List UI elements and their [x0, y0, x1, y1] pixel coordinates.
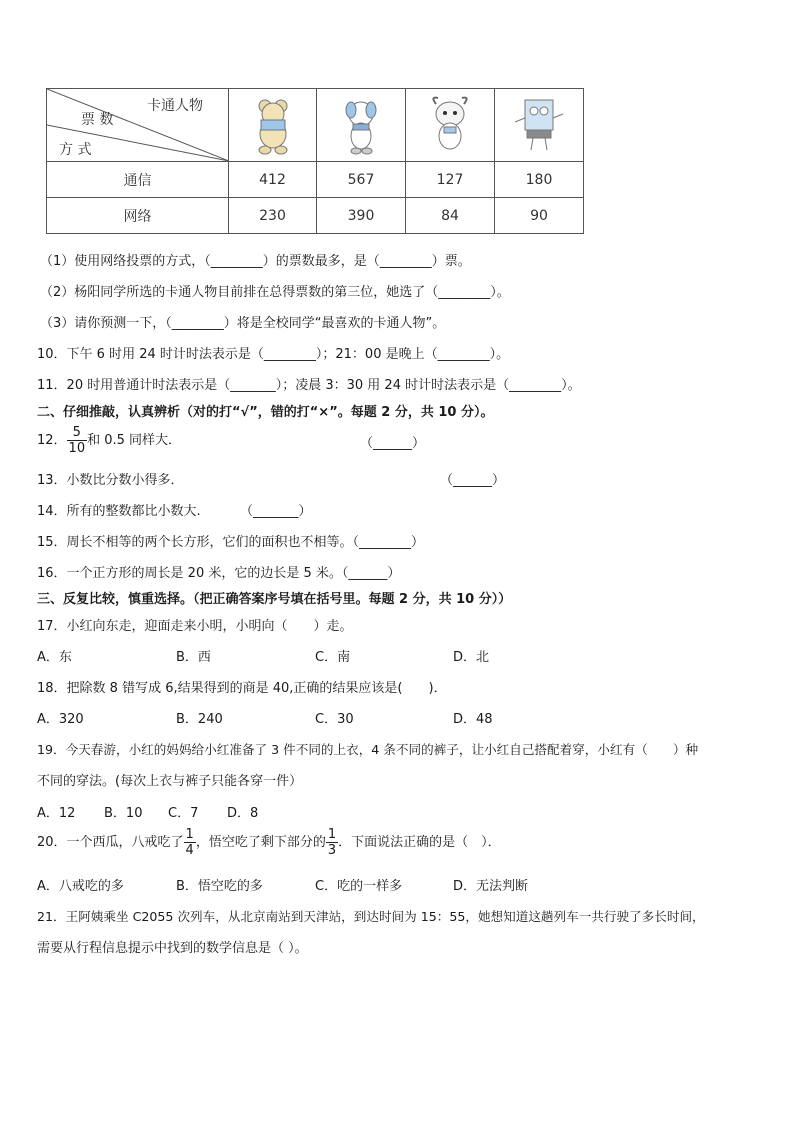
question-14: 14．所有的整数都比小数大.	[37, 504, 201, 519]
q12-text: 和 0.5 同样大．	[87, 433, 182, 448]
q18-option-b[interactable]: B．240	[176, 712, 223, 727]
q20-option-a[interactable]: A．八戒吃的多	[37, 879, 124, 894]
cell-value: 90	[495, 198, 584, 234]
q12-prefix: 12．	[37, 433, 67, 448]
fraction-denominator: 10	[68, 441, 86, 456]
table-row	[47, 198, 584, 234]
q18-option-d[interactable]: D．48	[453, 712, 493, 727]
header-votes: 票 数	[81, 112, 114, 128]
q19-option-c[interactable]: C．7	[168, 806, 199, 821]
cell-value: 84	[406, 198, 495, 234]
section-2-heading: 二、仔细推敲，认真辨析（对的打“√”，错的打“×”。每题 2 分，共 10 分）。	[37, 405, 494, 420]
q17-option-b[interactable]: B．西	[176, 650, 211, 665]
question-21-line1: 21．王阿姨乘坐 C2055 次列车，从北京南站到天津站，到达时间为 15：55，她想知道这趟列车一共行驶了多长时间，	[37, 909, 705, 924]
section-3-heading: 三、反复比较，慎重选择。（把正确答案序号填在括号里。每题 2 分，共 10 分））	[37, 592, 512, 607]
goat-icon	[406, 89, 495, 162]
question-20	[37, 827, 501, 858]
question-13: 13．小数比分数小得多．	[37, 473, 184, 488]
question-19-line1: 19．今天春游，小红的妈妈给小红准备了 3 件不同的上衣，4 条不同的裤子，让小红自己搭配着穿，小红有（ ）种	[37, 742, 699, 757]
question-15: 15．周长不相等的两个长方形，它们的面积也不相等。（________）	[37, 535, 425, 550]
q17-option-d[interactable]: D．北	[453, 650, 490, 665]
question-11: 11．20 时用普通计时法表示是（_______）；凌晨 3：30 用 24 时计时法表示是（________）。	[37, 378, 581, 393]
fraction-denominator: 4	[185, 843, 194, 858]
q9-sub1: （1）使用网络投票的方式，（________）的票数最多，是（________）票。	[40, 254, 471, 269]
table-row	[47, 162, 584, 198]
header-method: 方 式	[59, 142, 92, 158]
cell-value: 390	[317, 198, 406, 234]
question-21-line2: 需要从行程信息提示中找到的数学信息是（ ）。	[37, 941, 308, 956]
vote-table	[46, 88, 583, 232]
cell-value: 180	[495, 162, 584, 198]
fraction-numerator: 1	[327, 827, 337, 842]
fraction-denominator: 3	[327, 843, 337, 858]
question-18: 18．把除数 8 错写成 6,结果得到的商是 40,正确的结果应该是( )．	[37, 681, 447, 696]
fraction-numerator: 5	[67, 425, 88, 441]
q19-option-d[interactable]: D．8	[227, 806, 259, 821]
fraction	[184, 827, 196, 858]
q20-option-c[interactable]: C．吃的一样多	[315, 879, 403, 894]
question-16: 16．一个正方形的周长是 20 米，它的边长是 5 米。（______）	[37, 566, 401, 581]
question-19-line2: 不同的穿法。(每次上衣与裤子只能各穿一件）	[37, 774, 303, 789]
q17-option-a[interactable]: A．东	[37, 650, 72, 665]
fraction-numerator: 1	[185, 827, 194, 842]
q20-option-d[interactable]: D．无法判断	[453, 879, 529, 894]
q20-part2: ，悟空吃了剩下部分的	[195, 835, 326, 850]
bear-icon	[229, 89, 317, 162]
header-characters: 卡通人物	[147, 98, 203, 114]
q18-option-a[interactable]: A．320	[37, 712, 84, 727]
q17-option-c[interactable]: C．南	[315, 650, 351, 665]
sponge-icon	[495, 89, 584, 162]
q20-part3: ．下面说法正确的是（ ）．	[338, 835, 501, 850]
cell-value: 412	[229, 162, 317, 198]
q12-answer-blank[interactable]: （______）	[360, 436, 426, 451]
q14-answer-blank[interactable]: （_______）	[240, 504, 312, 519]
row-label: 通信	[47, 162, 229, 198]
row-label: 网络	[47, 198, 229, 234]
question-10: 10．下午 6 时用 24 时计时法表示是（________）；21：00 是晚上（________）。	[37, 347, 510, 362]
q13-answer-blank[interactable]: （______）	[440, 473, 506, 488]
q19-option-b[interactable]: B．10	[104, 806, 143, 821]
cell-value: 567	[317, 162, 406, 198]
question-12	[37, 425, 181, 456]
q9-sub2: （2）杨阳同学所选的卡通人物目前排在总得票数的第三位，她选了（________）。	[40, 285, 510, 300]
q18-option-c[interactable]: C．30	[315, 712, 354, 727]
q19-option-a[interactable]: A．12	[37, 806, 76, 821]
fraction	[326, 827, 338, 858]
question-17: 17．小红向东走，迎面走来小明，小明向（ ）走。	[37, 619, 353, 634]
q9-sub3: （3）请你预测一下，（________）将是全校同学“最喜欢的卡通人物”。	[40, 316, 446, 331]
dog-icon	[317, 89, 406, 162]
cell-value: 127	[406, 162, 495, 198]
q20-part1: 20．一个西瓜，八戒吃了	[37, 835, 184, 850]
cell-value: 230	[229, 198, 317, 234]
q20-option-b[interactable]: B．悟空吃的多	[176, 879, 263, 894]
fraction	[67, 425, 88, 456]
diagonal-header-cell	[47, 89, 229, 162]
